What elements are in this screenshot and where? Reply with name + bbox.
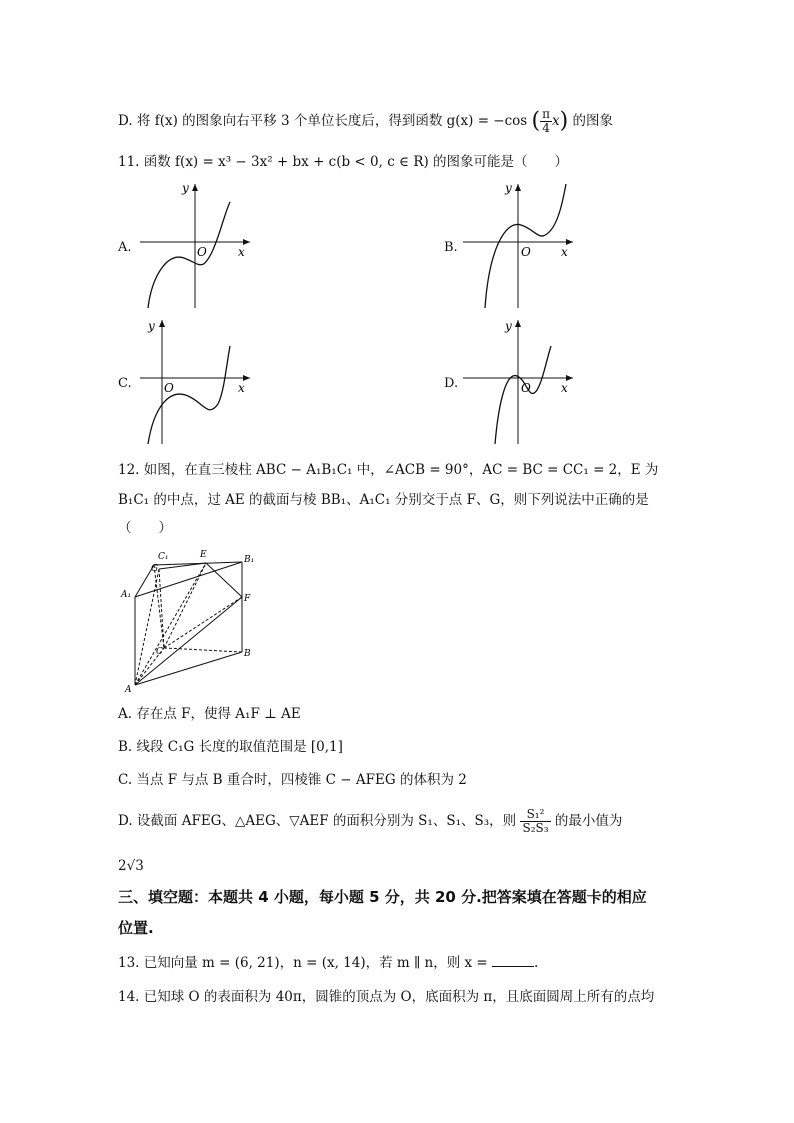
q10-frac-num: π [542, 107, 551, 121]
label-a: A [125, 685, 132, 695]
label-b: B [244, 649, 251, 659]
q13-answer-blank[interactable] [492, 954, 534, 967]
q12-option-d[interactable] [118, 808, 622, 835]
q13-line [118, 953, 538, 973]
q12-stem-line-3: （ ） [118, 520, 172, 536]
q12-option-d-tail: 的最小值为 [554, 813, 623, 829]
q12-option-b[interactable]: B. 线段 C₁G 长度的取值范围是 [0,1] [118, 739, 343, 755]
q12-option-d-text: D. 设截面 AFEG、△AEG、▽AEF 的面积分别为 S₁、S₁、S₃，则 [118, 813, 517, 829]
q10-option-d: D. 将 f(x) 的图象向右平移 3 个单位长度后，得到函数 g(x) = −cos ( $\frac{\pi}{4}$ x) 的图象 [118, 107, 614, 135]
q12-option-d-value: 2√3 [118, 858, 144, 874]
label-b1: B₁ [244, 555, 255, 565]
q12-option-a[interactable]: A. 存在点 F，使得 A₁F ⊥ AE [118, 706, 301, 722]
label-f: F [244, 594, 251, 604]
q12-frac-num: S₁² [520, 808, 550, 822]
q10-option-d-end: 的图象 [572, 113, 614, 129]
q11-graph-d [463, 318, 578, 446]
q10-frac-tail: x [552, 113, 560, 129]
label-e: E [200, 550, 207, 560]
q12-frac-den: S₂S₃ [522, 821, 549, 835]
q14-text: 14. 已知球 O 的表面积为 40π，圆锥的顶点为 O，底面积为 π，且底面圆周上所有的点均 [118, 989, 655, 1005]
section-3-title-line-2: 位置. [118, 919, 154, 937]
graph-c-x-label: x [238, 381, 245, 395]
q10-fraction [540, 108, 552, 135]
q11-graph-a [140, 180, 255, 310]
graph-c-origin: O [164, 381, 174, 395]
label-g: G [151, 564, 159, 574]
label-c1: C₁ [158, 552, 169, 562]
graph-b-y-label: y [505, 181, 512, 195]
q13-tail: . [534, 955, 539, 971]
q12-option-d-fraction [520, 808, 550, 835]
q11-stem: 11. 函数 f(x) = x³ − 3x² + bx + c(b < 0, c ∈ R) 的图象可能是（ ） [118, 154, 569, 170]
section-3-title-line-1: 三、填空题：本题共 4 小题，每小题 5 分，共 20 分.把答案填在答题卡的相应 [118, 888, 647, 906]
q10-option-d-text: D. 将 f(x) 的图象向右平移 3 个单位长度后，得到函数 g(x) = −cos [118, 113, 528, 129]
graph-b-x-label: x [561, 245, 568, 259]
graph-c-y-label: y [148, 319, 155, 333]
graph-d-y-label: y [505, 319, 512, 333]
q11-graph-b [463, 180, 578, 310]
q13-text: 13. 已知向量 m = (6, 21)，n = (x, 14)，若 m ∥ n，则 x = [118, 955, 488, 971]
label-a1: A₁ [121, 590, 132, 600]
q11-option-b-label[interactable]: B. [444, 240, 458, 255]
graph-b-origin: O [521, 245, 531, 259]
label-c: C [156, 647, 163, 657]
graph-a-y-label: y [182, 181, 189, 195]
q12-prism-figure [118, 545, 268, 695]
q11-option-a-label[interactable]: A. [118, 240, 132, 255]
graph-d-x-label: x [561, 381, 568, 395]
graph-a-x-label: x [238, 245, 245, 259]
q11-option-c-label[interactable]: C. [118, 376, 132, 391]
q12-stem-line-1: 12. 如图，在直三棱柱 ABC − A₁B₁C₁ 中，∠ACB = 90°，AC = BC = CC₁ = 2，E 为 [118, 462, 659, 478]
q11-graph-c [140, 318, 255, 446]
graph-d-origin: O [521, 381, 531, 395]
graph-a-origin: O [197, 245, 207, 259]
q12-option-c[interactable]: C. 当点 F 与点 B 重合时，四棱锥 C − AFEG 的体积为 2 [118, 772, 467, 788]
q12-stem-line-2: B₁C₁ 的中点，过 AE 的截面与棱 BB₁、A₁C₁ 分别交于点 F、G，则下列说法中正确的是 [118, 492, 649, 508]
q11-option-d-label[interactable]: D. [444, 376, 459, 391]
q10-frac-den: 4 [542, 121, 550, 135]
